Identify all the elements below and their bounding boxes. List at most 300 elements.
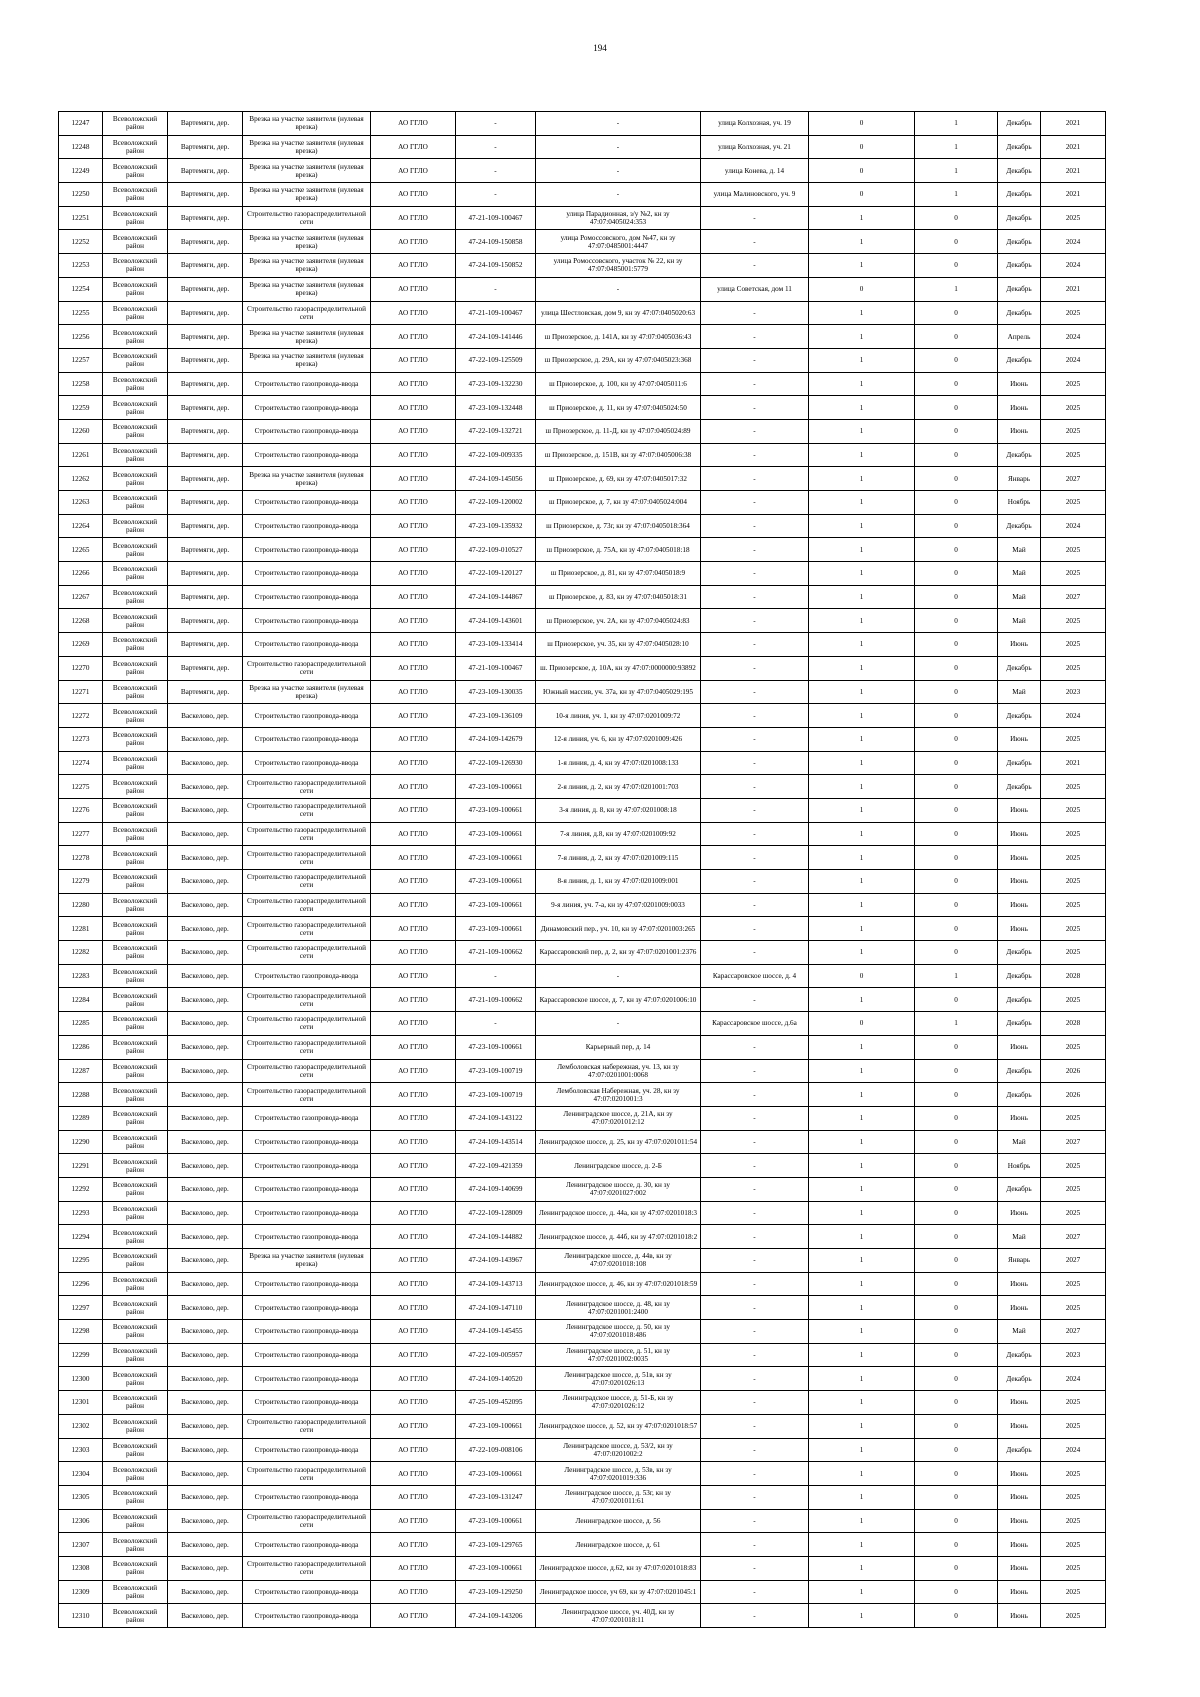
year-cell: 2025 xyxy=(1041,727,1106,751)
permit-number-cell: 47-23-109-130035 xyxy=(456,680,536,704)
year-cell: 2025 xyxy=(1041,917,1106,941)
settlement-cell: Васкелово, дер. xyxy=(168,1367,243,1391)
table-row xyxy=(59,727,1106,751)
table-row xyxy=(59,846,1106,870)
district-cell: Всеволожский район xyxy=(103,893,168,917)
permit-number-cell: 47-24-109-147110 xyxy=(456,1296,536,1320)
year-cell: 2023 xyxy=(1041,680,1106,704)
settlement-cell: Васкелово, дер. xyxy=(168,1177,243,1201)
month-cell: Июнь xyxy=(998,822,1041,846)
count-b-cell: 1 xyxy=(915,964,998,988)
table-row xyxy=(59,419,1106,443)
organization-cell: АО ГГЛО xyxy=(371,609,456,633)
permit-number-cell: 47-23-109-133414 xyxy=(456,633,536,657)
work-type-cell: Врезка на участке заявителя (нулевая врезка) xyxy=(243,348,371,372)
district-cell: Всеволожский район xyxy=(103,491,168,515)
month-cell: Декабрь xyxy=(998,704,1041,728)
settlement-cell: Вартемяги, дер. xyxy=(168,562,243,586)
work-type-cell: Врезка на участке заявителя (нулевая врезка) xyxy=(243,1249,371,1273)
count-a-cell: 1 xyxy=(809,1391,915,1415)
count-a-cell: 0 xyxy=(809,112,915,136)
organization-cell: АО ГГЛО xyxy=(371,1154,456,1178)
district-cell: Всеволожский район xyxy=(103,917,168,941)
permit-number-cell: 47-24-109-142679 xyxy=(456,727,536,751)
count-b-cell: 1 xyxy=(915,159,998,183)
district-cell: Всеволожский район xyxy=(103,1391,168,1415)
permit-number-cell: 47-22-109-132721 xyxy=(456,419,536,443)
organization-cell: АО ГГЛО xyxy=(371,538,456,562)
address-cell: - xyxy=(701,1225,809,1249)
month-cell: Декабрь xyxy=(998,443,1041,467)
month-cell: Июнь xyxy=(998,846,1041,870)
row-number: 12255 xyxy=(59,301,103,325)
permit-number-cell: 47-21-109-100662 xyxy=(456,988,536,1012)
district-cell: Всеволожский район xyxy=(103,325,168,349)
permit-number-cell: - xyxy=(456,159,536,183)
organization-cell: АО ГГЛО xyxy=(371,372,456,396)
table-row xyxy=(59,1556,1106,1580)
address-cadastral-cell: - xyxy=(536,964,701,988)
district-cell: Всеволожский район xyxy=(103,1296,168,1320)
year-cell: 2025 xyxy=(1041,538,1106,562)
district-cell: Всеволожский район xyxy=(103,183,168,207)
year-cell: 2025 xyxy=(1041,846,1106,870)
address-cadastral-cell: 7-я линия, д. 2, кн зу 47:07:0201009:115 xyxy=(536,846,701,870)
settlement-cell: Вартемяги, дер. xyxy=(168,230,243,254)
settlement-cell: Вартемяги, дер. xyxy=(168,609,243,633)
month-cell: Декабрь xyxy=(998,254,1041,278)
settlement-cell: Васкелово, дер. xyxy=(168,1035,243,1059)
month-cell: Июнь xyxy=(998,1106,1041,1130)
organization-cell: АО ГГЛО xyxy=(371,633,456,657)
settlement-cell: Вартемяги, дер. xyxy=(168,325,243,349)
month-cell: Декабрь xyxy=(998,135,1041,159)
month-cell: Июнь xyxy=(998,1035,1041,1059)
work-type-cell: Строительство газораспределительной сети xyxy=(243,822,371,846)
year-cell: 2021 xyxy=(1041,183,1106,207)
table-row xyxy=(59,585,1106,609)
district-cell: Всеволожский район xyxy=(103,538,168,562)
address-cadastral-cell: 3-я линия, д. 8, кн зу 47:07:0201008:18 xyxy=(536,798,701,822)
count-a-cell: 1 xyxy=(809,1556,915,1580)
table-row xyxy=(59,1391,1106,1415)
address-cadastral-cell: Ленинградское шоссе, д. 21А, кн зу 47:07:0201012:12 xyxy=(536,1106,701,1130)
year-cell: 2025 xyxy=(1041,798,1106,822)
permit-number-cell: - xyxy=(456,277,536,301)
table-row xyxy=(59,798,1106,822)
year-cell: 2028 xyxy=(1041,964,1106,988)
count-a-cell: 1 xyxy=(809,1604,915,1628)
district-cell: Всеволожский район xyxy=(103,1249,168,1273)
month-cell: Июнь xyxy=(998,1296,1041,1320)
settlement-cell: Вартемяги, дер. xyxy=(168,277,243,301)
row-number: 12269 xyxy=(59,633,103,657)
row-number: 12288 xyxy=(59,1083,103,1107)
count-b-cell: 0 xyxy=(915,775,998,799)
count-b-cell: 0 xyxy=(915,1249,998,1273)
address-cadastral-cell: 8-я линия, д. 1, кн зу 47:07:0201009:001 xyxy=(536,870,701,894)
count-b-cell: 0 xyxy=(915,1320,998,1344)
month-cell: Июнь xyxy=(998,633,1041,657)
count-a-cell: 1 xyxy=(809,633,915,657)
table-body xyxy=(59,112,1106,1628)
address-cell: улица Конева, д. 14 xyxy=(701,159,809,183)
row-number: 12278 xyxy=(59,846,103,870)
row-number: 12266 xyxy=(59,562,103,586)
count-b-cell: 1 xyxy=(915,1012,998,1036)
district-cell: Всеволожский район xyxy=(103,206,168,230)
address-cell: - xyxy=(701,1106,809,1130)
row-number: 12275 xyxy=(59,775,103,799)
address-cadastral-cell: ш Приозерское, д. 7, кн зу 47:07:0405024:004 xyxy=(536,491,701,515)
organization-cell: АО ГГЛО xyxy=(371,1580,456,1604)
row-number: 12302 xyxy=(59,1414,103,1438)
organization-cell: АО ГГЛО xyxy=(371,1509,456,1533)
count-a-cell: 1 xyxy=(809,585,915,609)
count-a-cell: 1 xyxy=(809,562,915,586)
month-cell: Декабрь xyxy=(998,348,1041,372)
district-cell: Всеволожский район xyxy=(103,870,168,894)
work-type-cell: Врезка на участке заявителя (нулевая врезка) xyxy=(243,277,371,301)
settlement-cell: Вартемяги, дер. xyxy=(168,348,243,372)
address-cell: - xyxy=(701,917,809,941)
row-number: 12295 xyxy=(59,1249,103,1273)
settlement-cell: Васкелово, дер. xyxy=(168,822,243,846)
month-cell: Июнь xyxy=(998,1201,1041,1225)
count-b-cell: 0 xyxy=(915,846,998,870)
row-number: 12274 xyxy=(59,751,103,775)
table-row xyxy=(59,396,1106,420)
organization-cell: АО ГГЛО xyxy=(371,1556,456,1580)
count-a-cell: 1 xyxy=(809,419,915,443)
address-cell: - xyxy=(701,443,809,467)
organization-cell: АО ГГЛО xyxy=(371,1296,456,1320)
address-cell: - xyxy=(701,491,809,515)
table-row xyxy=(59,1533,1106,1557)
month-cell: Май xyxy=(998,585,1041,609)
address-cadastral-cell: Карассаровское шоссе, д. 7, кн зу 47:07:0201006:10 xyxy=(536,988,701,1012)
address-cell: - xyxy=(701,1154,809,1178)
district-cell: Всеволожский район xyxy=(103,1059,168,1083)
month-cell: Май xyxy=(998,680,1041,704)
month-cell: Декабрь xyxy=(998,1083,1041,1107)
address-cell: - xyxy=(701,656,809,680)
year-cell: 2025 xyxy=(1041,609,1106,633)
settlement-cell: Васкелово, дер. xyxy=(168,893,243,917)
month-cell: Декабрь xyxy=(998,1177,1041,1201)
row-number: 12259 xyxy=(59,396,103,420)
work-type-cell: Строительство газораспределительной сети xyxy=(243,1059,371,1083)
settlement-cell: Вартемяги, дер. xyxy=(168,419,243,443)
address-cell: - xyxy=(701,467,809,491)
address-cadastral-cell: Ленинградское шоссе, д. 46, кн зу 47:07:0201018:59 xyxy=(536,1272,701,1296)
table-row xyxy=(59,941,1106,965)
year-cell: 2025 xyxy=(1041,1296,1106,1320)
count-b-cell: 0 xyxy=(915,372,998,396)
count-b-cell: 0 xyxy=(915,1177,998,1201)
settlement-cell: Васкелово, дер. xyxy=(168,1343,243,1367)
address-cell: - xyxy=(701,633,809,657)
count-b-cell: 0 xyxy=(915,1485,998,1509)
count-a-cell: 1 xyxy=(809,1035,915,1059)
row-number: 12283 xyxy=(59,964,103,988)
district-cell: Всеволожский район xyxy=(103,585,168,609)
table-row xyxy=(59,822,1106,846)
address-cell: - xyxy=(701,1438,809,1462)
month-cell: Январь xyxy=(998,1249,1041,1273)
count-a-cell: 1 xyxy=(809,1320,915,1344)
address-cadastral-cell: ш Приозерское, д. 73г, кн зу 47:07:0405018:364 xyxy=(536,514,701,538)
address-cell: - xyxy=(701,301,809,325)
district-cell: Всеволожский район xyxy=(103,751,168,775)
address-cell: - xyxy=(701,680,809,704)
address-cadastral-cell: улица Парадионная, з/у №2, кн зу 47:07:0405024:353 xyxy=(536,206,701,230)
row-number: 12268 xyxy=(59,609,103,633)
settlement-cell: Вартемяги, дер. xyxy=(168,633,243,657)
count-a-cell: 1 xyxy=(809,1580,915,1604)
year-cell: 2025 xyxy=(1041,1177,1106,1201)
work-type-cell: Строительство газопровода-ввода xyxy=(243,1604,371,1628)
count-a-cell: 1 xyxy=(809,467,915,491)
address-cadastral-cell: Ленинградское шоссе, д. 53в, кн зу 47:07:0201019:336 xyxy=(536,1462,701,1486)
district-cell: Всеволожский район xyxy=(103,1320,168,1344)
address-cadastral-cell: Ленинградское шоссе, д. 48, кн зу 47:07:0201001:2400 xyxy=(536,1296,701,1320)
year-cell: 2021 xyxy=(1041,751,1106,775)
organization-cell: АО ГГЛО xyxy=(371,135,456,159)
address-cadastral-cell: ш Приозерское, д. 100, кн зу 47:07:0405011:6 xyxy=(536,372,701,396)
month-cell: Июнь xyxy=(998,1509,1041,1533)
permit-number-cell: 47-23-109-100661 xyxy=(456,822,536,846)
count-a-cell: 1 xyxy=(809,514,915,538)
address-cell: - xyxy=(701,254,809,278)
row-number: 12303 xyxy=(59,1438,103,1462)
address-cell: - xyxy=(701,846,809,870)
row-number: 12301 xyxy=(59,1391,103,1415)
month-cell: Май xyxy=(998,1130,1041,1154)
work-type-cell: Строительство газопровода-ввода xyxy=(243,1533,371,1557)
district-cell: Всеволожский район xyxy=(103,514,168,538)
count-b-cell: 0 xyxy=(915,325,998,349)
work-type-cell: Строительство газопровода-ввода xyxy=(243,585,371,609)
address-cell: - xyxy=(701,704,809,728)
work-type-cell: Строительство газораспределительной сети xyxy=(243,656,371,680)
count-b-cell: 0 xyxy=(915,633,998,657)
table-row xyxy=(59,491,1106,515)
permit-number-cell: - xyxy=(456,1012,536,1036)
permit-number-cell: 47-24-109-144882 xyxy=(456,1225,536,1249)
count-b-cell: 0 xyxy=(915,1580,998,1604)
table-row xyxy=(59,680,1106,704)
permit-number-cell: 47-22-109-008106 xyxy=(456,1438,536,1462)
organization-cell: АО ГГЛО xyxy=(371,941,456,965)
work-type-cell: Строительство газораспределительной сети xyxy=(243,798,371,822)
month-cell: Декабрь xyxy=(998,1438,1041,1462)
month-cell: Декабрь xyxy=(998,230,1041,254)
count-b-cell: 1 xyxy=(915,277,998,301)
address-cell: - xyxy=(701,206,809,230)
count-b-cell: 0 xyxy=(915,893,998,917)
count-b-cell: 0 xyxy=(915,1296,998,1320)
organization-cell: АО ГГЛО xyxy=(371,1201,456,1225)
address-cell: - xyxy=(701,1343,809,1367)
district-cell: Всеволожский район xyxy=(103,159,168,183)
month-cell: Декабрь xyxy=(998,1059,1041,1083)
row-number: 12287 xyxy=(59,1059,103,1083)
district-cell: Всеволожский район xyxy=(103,467,168,491)
address-cell: - xyxy=(701,1201,809,1225)
row-number: 12281 xyxy=(59,917,103,941)
district-cell: Всеволожский район xyxy=(103,1556,168,1580)
permit-number-cell: 47-23-109-100661 xyxy=(456,798,536,822)
settlement-cell: Васкелово, дер. xyxy=(168,1106,243,1130)
row-number: 12260 xyxy=(59,419,103,443)
table-row xyxy=(59,1177,1106,1201)
address-cadastral-cell: - xyxy=(536,159,701,183)
table-row xyxy=(59,1059,1106,1083)
count-a-cell: 1 xyxy=(809,609,915,633)
count-a-cell: 1 xyxy=(809,1106,915,1130)
permit-number-cell: 47-23-109-100661 xyxy=(456,1414,536,1438)
address-cell: - xyxy=(701,822,809,846)
address-cell: - xyxy=(701,419,809,443)
count-a-cell: 1 xyxy=(809,1083,915,1107)
settlement-cell: Вартемяги, дер. xyxy=(168,538,243,562)
organization-cell: АО ГГЛО xyxy=(371,1320,456,1344)
work-type-cell: Строительство газопровода-ввода xyxy=(243,1296,371,1320)
permit-number-cell: 47-25-109-452095 xyxy=(456,1391,536,1415)
row-number: 12247 xyxy=(59,112,103,136)
district-cell: Всеволожский район xyxy=(103,372,168,396)
address-cadastral-cell: ш Приозерское, д. 83, кн зу 47:07:0405018:31 xyxy=(536,585,701,609)
settlement-cell: Вартемяги, дер. xyxy=(168,372,243,396)
organization-cell: АО ГГЛО xyxy=(371,1272,456,1296)
work-type-cell: Врезка на участке заявителя (нулевая врезка) xyxy=(243,325,371,349)
count-b-cell: 0 xyxy=(915,656,998,680)
permit-number-cell: 47-21-109-100467 xyxy=(456,656,536,680)
count-a-cell: 1 xyxy=(809,751,915,775)
year-cell: 2025 xyxy=(1041,372,1106,396)
work-type-cell: Строительство газопровода-ввода xyxy=(243,1438,371,1462)
month-cell: Июнь xyxy=(998,1462,1041,1486)
work-type-cell: Строительство газопровода-ввода xyxy=(243,1320,371,1344)
count-b-cell: 0 xyxy=(915,1035,998,1059)
month-cell: Декабрь xyxy=(998,514,1041,538)
address-cell: улица Малиновского, уч. 9 xyxy=(701,183,809,207)
organization-cell: АО ГГЛО xyxy=(371,751,456,775)
organization-cell: АО ГГЛО xyxy=(371,1533,456,1557)
count-b-cell: 0 xyxy=(915,514,998,538)
work-type-cell: Строительство газораспределительной сети xyxy=(243,1509,371,1533)
settlement-cell: Вартемяги, дер. xyxy=(168,680,243,704)
permit-number-cell: 47-24-109-143601 xyxy=(456,609,536,633)
address-cadastral-cell: 1-я линия, д. 4, кн зу 47:07:0201008:133 xyxy=(536,751,701,775)
organization-cell: АО ГГЛО xyxy=(371,846,456,870)
table-row xyxy=(59,704,1106,728)
row-number: 12271 xyxy=(59,680,103,704)
count-b-cell: 0 xyxy=(915,1130,998,1154)
table-row xyxy=(59,1343,1106,1367)
table-row xyxy=(59,988,1106,1012)
table-row xyxy=(59,1201,1106,1225)
count-a-cell: 1 xyxy=(809,1462,915,1486)
row-number: 12304 xyxy=(59,1462,103,1486)
month-cell: Май xyxy=(998,562,1041,586)
row-number: 12276 xyxy=(59,798,103,822)
month-cell: Июнь xyxy=(998,1580,1041,1604)
work-type-cell: Строительство газораспределительной сети xyxy=(243,917,371,941)
count-b-cell: 0 xyxy=(915,491,998,515)
year-cell: 2024 xyxy=(1041,348,1106,372)
count-a-cell: 1 xyxy=(809,325,915,349)
organization-cell: АО ГГЛО xyxy=(371,1059,456,1083)
table-row xyxy=(59,870,1106,894)
count-a-cell: 1 xyxy=(809,396,915,420)
count-a-cell: 1 xyxy=(809,1509,915,1533)
table-row xyxy=(59,159,1106,183)
settlement-cell: Васкелово, дер. xyxy=(168,798,243,822)
address-cadastral-cell: Ленинградское шоссе, д. 51, кн зу 47:07:0201002:0035 xyxy=(536,1343,701,1367)
organization-cell: АО ГГЛО xyxy=(371,1012,456,1036)
year-cell: 2027 xyxy=(1041,1320,1106,1344)
work-type-cell: Строительство газопровода-ввода xyxy=(243,1201,371,1225)
settlement-cell: Вартемяги, дер. xyxy=(168,206,243,230)
address-cadastral-cell: улица Шестловская, дом 9, кн зу 47:07:0405020:63 xyxy=(536,301,701,325)
district-cell: Всеволожский район xyxy=(103,846,168,870)
count-a-cell: 1 xyxy=(809,1272,915,1296)
organization-cell: АО ГГЛО xyxy=(371,1343,456,1367)
count-b-cell: 0 xyxy=(915,917,998,941)
year-cell: 2027 xyxy=(1041,467,1106,491)
settlement-cell: Васкелово, дер. xyxy=(168,1225,243,1249)
permit-number-cell: - xyxy=(456,135,536,159)
year-cell: 2024 xyxy=(1041,254,1106,278)
settlement-cell: Васкелово, дер. xyxy=(168,1083,243,1107)
permit-number-cell: 47-21-109-100662 xyxy=(456,941,536,965)
address-cadastral-cell: 9-я линия, уч. 7-а, кн зу 47:07:0201009:0033 xyxy=(536,893,701,917)
row-number: 12270 xyxy=(59,656,103,680)
address-cell: улица Советская, дом 11 xyxy=(701,277,809,301)
year-cell: 2027 xyxy=(1041,1249,1106,1273)
district-cell: Всеволожский район xyxy=(103,656,168,680)
count-a-cell: 1 xyxy=(809,1533,915,1557)
district-cell: Всеволожский район xyxy=(103,1462,168,1486)
month-cell: Июнь xyxy=(998,1533,1041,1557)
address-cell: - xyxy=(701,372,809,396)
table-row xyxy=(59,206,1106,230)
year-cell: 2024 xyxy=(1041,514,1106,538)
count-b-cell: 0 xyxy=(915,751,998,775)
district-cell: Всеволожский район xyxy=(103,1225,168,1249)
district-cell: Всеволожский район xyxy=(103,609,168,633)
count-a-cell: 1 xyxy=(809,917,915,941)
count-a-cell: 1 xyxy=(809,1296,915,1320)
row-number: 12251 xyxy=(59,206,103,230)
address-cell: - xyxy=(701,941,809,965)
row-number: 12254 xyxy=(59,277,103,301)
permit-number-cell: 47-23-109-129765 xyxy=(456,1533,536,1557)
table-row xyxy=(59,1320,1106,1344)
year-cell: 2025 xyxy=(1041,443,1106,467)
address-cell: улица Колхозная, уч. 19 xyxy=(701,112,809,136)
count-b-cell: 1 xyxy=(915,183,998,207)
permit-number-cell: 47-24-109-145455 xyxy=(456,1320,536,1344)
year-cell: 2026 xyxy=(1041,1083,1106,1107)
address-cell: - xyxy=(701,1462,809,1486)
row-number: 12256 xyxy=(59,325,103,349)
work-type-cell: Строительство газопровода-ввода xyxy=(243,633,371,657)
month-cell: Июнь xyxy=(998,893,1041,917)
district-cell: Всеволожский район xyxy=(103,135,168,159)
